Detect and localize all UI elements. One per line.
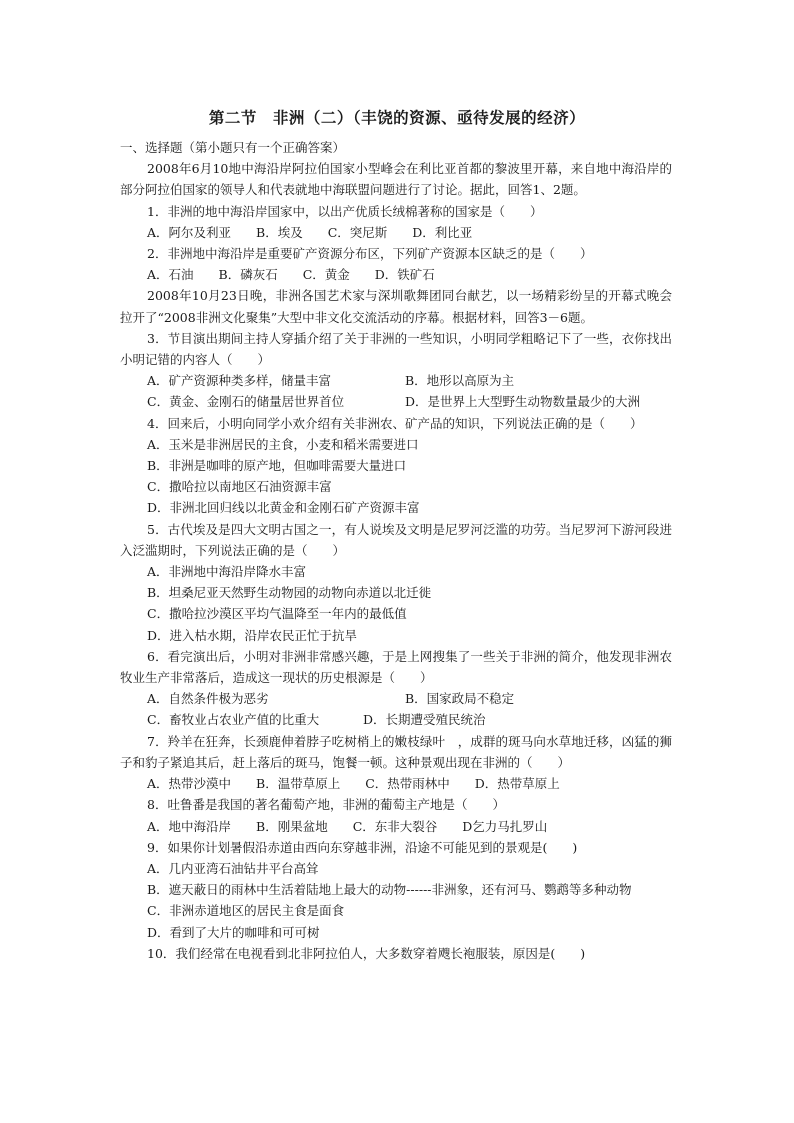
question-9-option-d: D．看到了大片的咖啡和可可树 <box>147 924 320 940</box>
question-8-options: A．地中海沿岸 B．刚果盆地 C．东非大裂谷 D乞力马扎罗山 <box>147 818 548 834</box>
question-5-option-d: D．进入枯水期，沿岸农民正忙于抗旱 <box>147 627 358 643</box>
question-5: 5．古代埃及是四大文明古国之一，有人说埃及文明是尼罗河泛滥的功劳。当尼罗河下游河段进入泛滥期时，下列说法正确的是（ ） <box>120 521 672 558</box>
question-4-option-d: D．非洲北回归线以北黄金和金刚石矿产资源丰富 <box>147 500 420 516</box>
question-8: 8．吐鲁番是我国的著名葡萄产地，非洲的葡萄主产地是（ ） <box>147 797 505 813</box>
question-3-option-b: B．地形以高原为主 <box>405 373 515 389</box>
document-body <box>120 137 672 964</box>
question-4: 4．回来后，小明向同学小欢介绍有关非洲农、矿产品的知识，下列说法正确的是（ ） <box>147 415 643 431</box>
question-3-option-a: A．矿产资源种类多样，储量丰富 <box>147 373 332 389</box>
question-7-options: A．热带沙漠中 B．温带草原上 C．热带雨林中 D．热带草原上 <box>147 776 560 792</box>
question-9-option-a: A．几内亚湾石油钻井平台高耸 <box>147 860 319 876</box>
question-6: 6．看完演出后，小明对非洲非常感兴趣，于是上网搜集了一些关于非洲的简介，他发现非洲农牧业生产非常落后，造成这一现状的历史根源是（ ） <box>120 648 672 686</box>
question-9: 9．如果你计划暑假沿赤道由西向东穿越非洲，沿途不可能见到的景观是( ) <box>147 839 578 855</box>
question-6-options-row-1 <box>120 688 672 709</box>
question-6-options-row-2 <box>120 709 672 730</box>
question-6-option-b: B．国家政局不稳定 <box>405 691 515 707</box>
question-6-option-d: D．长期遭受殖民统治 <box>363 712 486 728</box>
question-2-options: A．石油 B．磷灰石 C．黄金 D．铁矿石 <box>147 267 435 283</box>
question-9-option-b: B．遮天蔽日的雨林中生活着陆地上最大的动物------非洲象，还有河马、鹦鹉等多种动物 <box>147 882 632 898</box>
question-1-options: A．阿尔及利亚 B．埃及 C．突尼斯 D．利比亚 <box>147 224 473 240</box>
question-5-option-b: B．坦桑尼亚天然野生动物园的动物向赤道以北迁徙 <box>147 585 432 601</box>
question-4-option-c: C．撒哈拉以南地区石油资源丰富 <box>147 479 332 495</box>
question-2: 2．非洲地中海沿岸是重要矿产资源分布区，下列矿产资源本区缺乏的是（ ） <box>147 246 593 262</box>
question-5-option-a: A．非洲地中海沿岸降水丰富 <box>147 564 307 580</box>
question-4-option-a: A．玉米是非洲居民的主食，小麦和稻米需要进口 <box>147 436 419 452</box>
question-10: 10．我们经常在电视看到北非阿拉伯人，大多数穿着飕长袍服装，原因是( ) <box>147 945 586 961</box>
question-1: 1．非洲的地中海沿岸国家中，以出产优质长绒棉著称的国家是（ ） <box>147 203 543 219</box>
passage-2: 2008年10月23日晚，非洲各国艺术家与深圳歌舞团同台献艺，以一场精彩纷呈的开幕式晚会拉开了“2008非洲文化聚集”大型中非文化交流活动的序幕。根据材料，回答3－6题。 <box>120 288 672 325</box>
page-title: 第二节 非洲（二）（丰饶的资源、亟待发展的经济） <box>208 108 586 127</box>
question-3-options-row-2 <box>120 391 672 412</box>
question-7: 7．羚羊在狂奔，长颈鹿伸着脖子吃树梢上的嫩枝绿叶 ，成群的斑马向水草地迁移，凶猛的狮子和豹子紧追其后，赶上落后的斑马，饱餐一顿。这种景观出现在非洲的（ ） <box>120 733 672 770</box>
question-6-option-a: A．自然条件极为恶劣 <box>147 691 269 707</box>
question-3-options-row-1 <box>120 370 672 391</box>
question-3: 3．节目演出期间主持人穿插介绍了关于非洲的一些知识，小明同学粗略记下了一些，衣你找出小明记错的内容人（ ） <box>120 330 672 368</box>
section-heading: 一、选择题（第小题只有一个正确答案） <box>120 140 346 155</box>
question-5-option-c: C．撒哈拉沙漠区平均气温降至一年内的最低值 <box>147 606 407 622</box>
question-3-option-d: D．是世界上大型野生动物数量最少的大洲 <box>405 394 641 410</box>
question-9-option-c: C．非洲赤道地区的居民主食是面食 <box>147 903 345 919</box>
question-3-option-c: C．黄金、金刚石的储量居世界首位 <box>147 394 345 410</box>
question-6-option-c: C．畜牧业占农业产值的比重大 <box>147 712 320 728</box>
question-4-option-b: B．非洲是咖啡的原产地，但咖啡需要大量进口 <box>147 458 407 474</box>
passage-1: 2008年6月10地中海沿岸阿拉伯国家小型峰会在利比亚首都的黎波里开幕，来自地中海沿岸的部分阿拉伯国家的领导人和代表就地中海联盟问题进行了讨论。据此，回答1、2题。 <box>120 161 672 198</box>
